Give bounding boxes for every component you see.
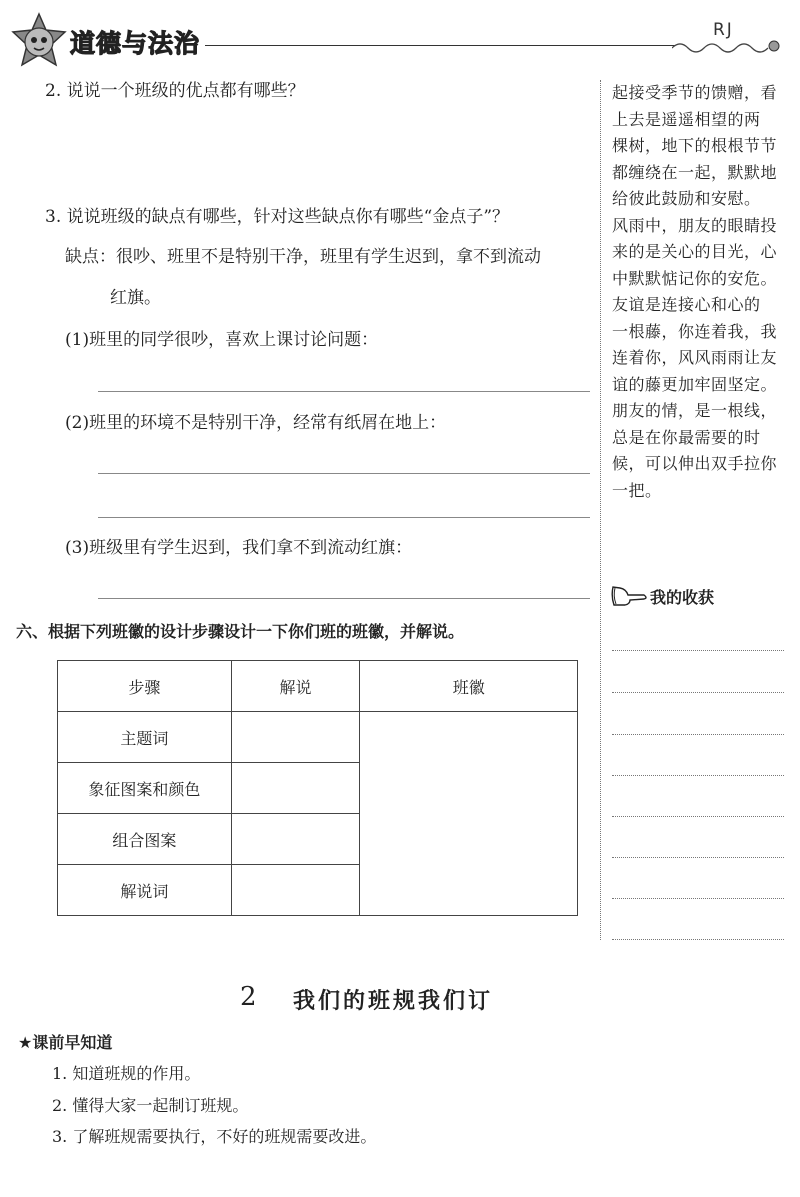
sidebar-line: 中默默惦记你的安危。 bbox=[612, 268, 778, 288]
harvest-answer-line[interactable] bbox=[612, 734, 784, 735]
pre-class-heading: ★课前早知道 bbox=[18, 1033, 113, 1052]
step-cell: 象征图案和颜色 bbox=[58, 763, 232, 814]
badge-drawing-cell[interactable] bbox=[360, 712, 578, 916]
harvest-answer-line[interactable] bbox=[612, 939, 784, 940]
table-row bbox=[58, 712, 578, 763]
lesson-title: 我们的班规我们订 bbox=[293, 989, 494, 1014]
mascot-logo bbox=[8, 10, 70, 72]
sidebar-line: 都缠绕在一起，默默地 bbox=[612, 162, 778, 182]
harvest-answer-line[interactable] bbox=[612, 650, 784, 651]
step-cell: 组合图案 bbox=[58, 814, 232, 865]
harvest-answer-line[interactable] bbox=[612, 898, 784, 899]
sidebar-line: 友谊是连接心和心的 bbox=[612, 295, 761, 314]
step-cell: 解说词 bbox=[58, 865, 232, 916]
sidebar-line: 朋友的情，是一根线， bbox=[612, 401, 778, 420]
sidebar-line: 上去是遥遥相望的两 bbox=[612, 109, 761, 129]
explanation-cell[interactable] bbox=[231, 865, 360, 916]
sidebar-line: 起接受季节的馈赠，看 bbox=[612, 83, 778, 102]
header-rule bbox=[205, 45, 675, 46]
sub-question-3: (3)班级里有学生迟到，我们拿不到流动红旗： bbox=[65, 538, 413, 558]
step-cell: 主题词 bbox=[58, 712, 232, 763]
answer-line[interactable] bbox=[98, 473, 590, 474]
explanation-cell[interactable] bbox=[231, 814, 360, 865]
sidebar-line: 风雨中，朋友的眼睛投 bbox=[612, 215, 778, 235]
answer-line[interactable] bbox=[98, 517, 590, 518]
question-2: 2. 说说一个班级的优点都有哪些？ bbox=[45, 81, 305, 101]
sidebar-divider bbox=[600, 80, 601, 940]
objective-item: 3. 了解班规需要执行，不好的班规需要改进。 bbox=[52, 1127, 377, 1146]
sidebar-line: 来的是关心的目光，心 bbox=[612, 242, 778, 261]
explanation-cell[interactable] bbox=[231, 763, 360, 814]
sidebar-line: 候，可以伸出双手拉你 bbox=[612, 454, 778, 473]
harvest-title: 我的收获 bbox=[650, 588, 715, 607]
harvest-answer-line[interactable] bbox=[612, 857, 784, 858]
section-6-heading: 六、根据下列班徽的设计步骤设计一下你们班的班徽，并解说。 bbox=[16, 622, 465, 641]
badge-design-table bbox=[57, 660, 578, 916]
sub-question-1: (1)班里的同学很吵，喜欢上课讨论问题： bbox=[65, 330, 379, 350]
harvest-answer-line[interactable] bbox=[612, 816, 784, 817]
weakness-line-1: 缺点：很吵、班里不是特别干净，班里有学生迟到，拿不到流动 bbox=[65, 247, 541, 267]
answer-line[interactable] bbox=[98, 391, 590, 392]
weakness-line-2: 红旗。 bbox=[110, 288, 161, 308]
harvest-answer-line[interactable] bbox=[612, 775, 784, 776]
header-title: 道德与法治 bbox=[70, 29, 201, 58]
harvest-answer-line[interactable] bbox=[612, 692, 784, 693]
sidebar-line: 一把。 bbox=[612, 480, 662, 500]
table-header-row bbox=[58, 661, 578, 712]
sidebar-line: 总是在你最需要的时 bbox=[612, 427, 761, 447]
lesson-number: 2 bbox=[240, 982, 257, 1012]
sidebar-reading-text bbox=[612, 80, 790, 504]
objective-item: 2. 懂得大家一起制订班规。 bbox=[52, 1096, 249, 1115]
header-step: 步骤 bbox=[58, 661, 232, 712]
question-3: 3. 说说班级的缺点有哪些，针对这些缺点你有哪些“金点子”？ bbox=[45, 207, 510, 227]
header-badge: 班徽 bbox=[360, 661, 578, 712]
objective-item: 1. 知道班规的作用。 bbox=[52, 1064, 201, 1083]
header-explanation: 解说 bbox=[231, 661, 360, 712]
sidebar-line: 给彼此鼓励和安慰。 bbox=[612, 189, 761, 208]
sidebar-line: 棵树，地下的根根节节 bbox=[612, 136, 778, 155]
edition-badge: RJ bbox=[713, 20, 734, 40]
sub-question-2: (2)班里的环境不是特别干净，经常有纸屑在地上： bbox=[65, 413, 447, 433]
header-wave-decoration bbox=[672, 38, 787, 64]
answer-line[interactable] bbox=[98, 598, 590, 599]
explanation-cell[interactable] bbox=[231, 712, 360, 763]
sidebar-line: 谊的藤更加牢固坚定。 bbox=[612, 374, 778, 394]
sidebar-line: 连着你，风风雨雨让友 bbox=[612, 348, 778, 367]
sidebar-line: 一根藤，你连着我，我 bbox=[612, 321, 778, 341]
pointing-hand-icon bbox=[610, 583, 650, 613]
